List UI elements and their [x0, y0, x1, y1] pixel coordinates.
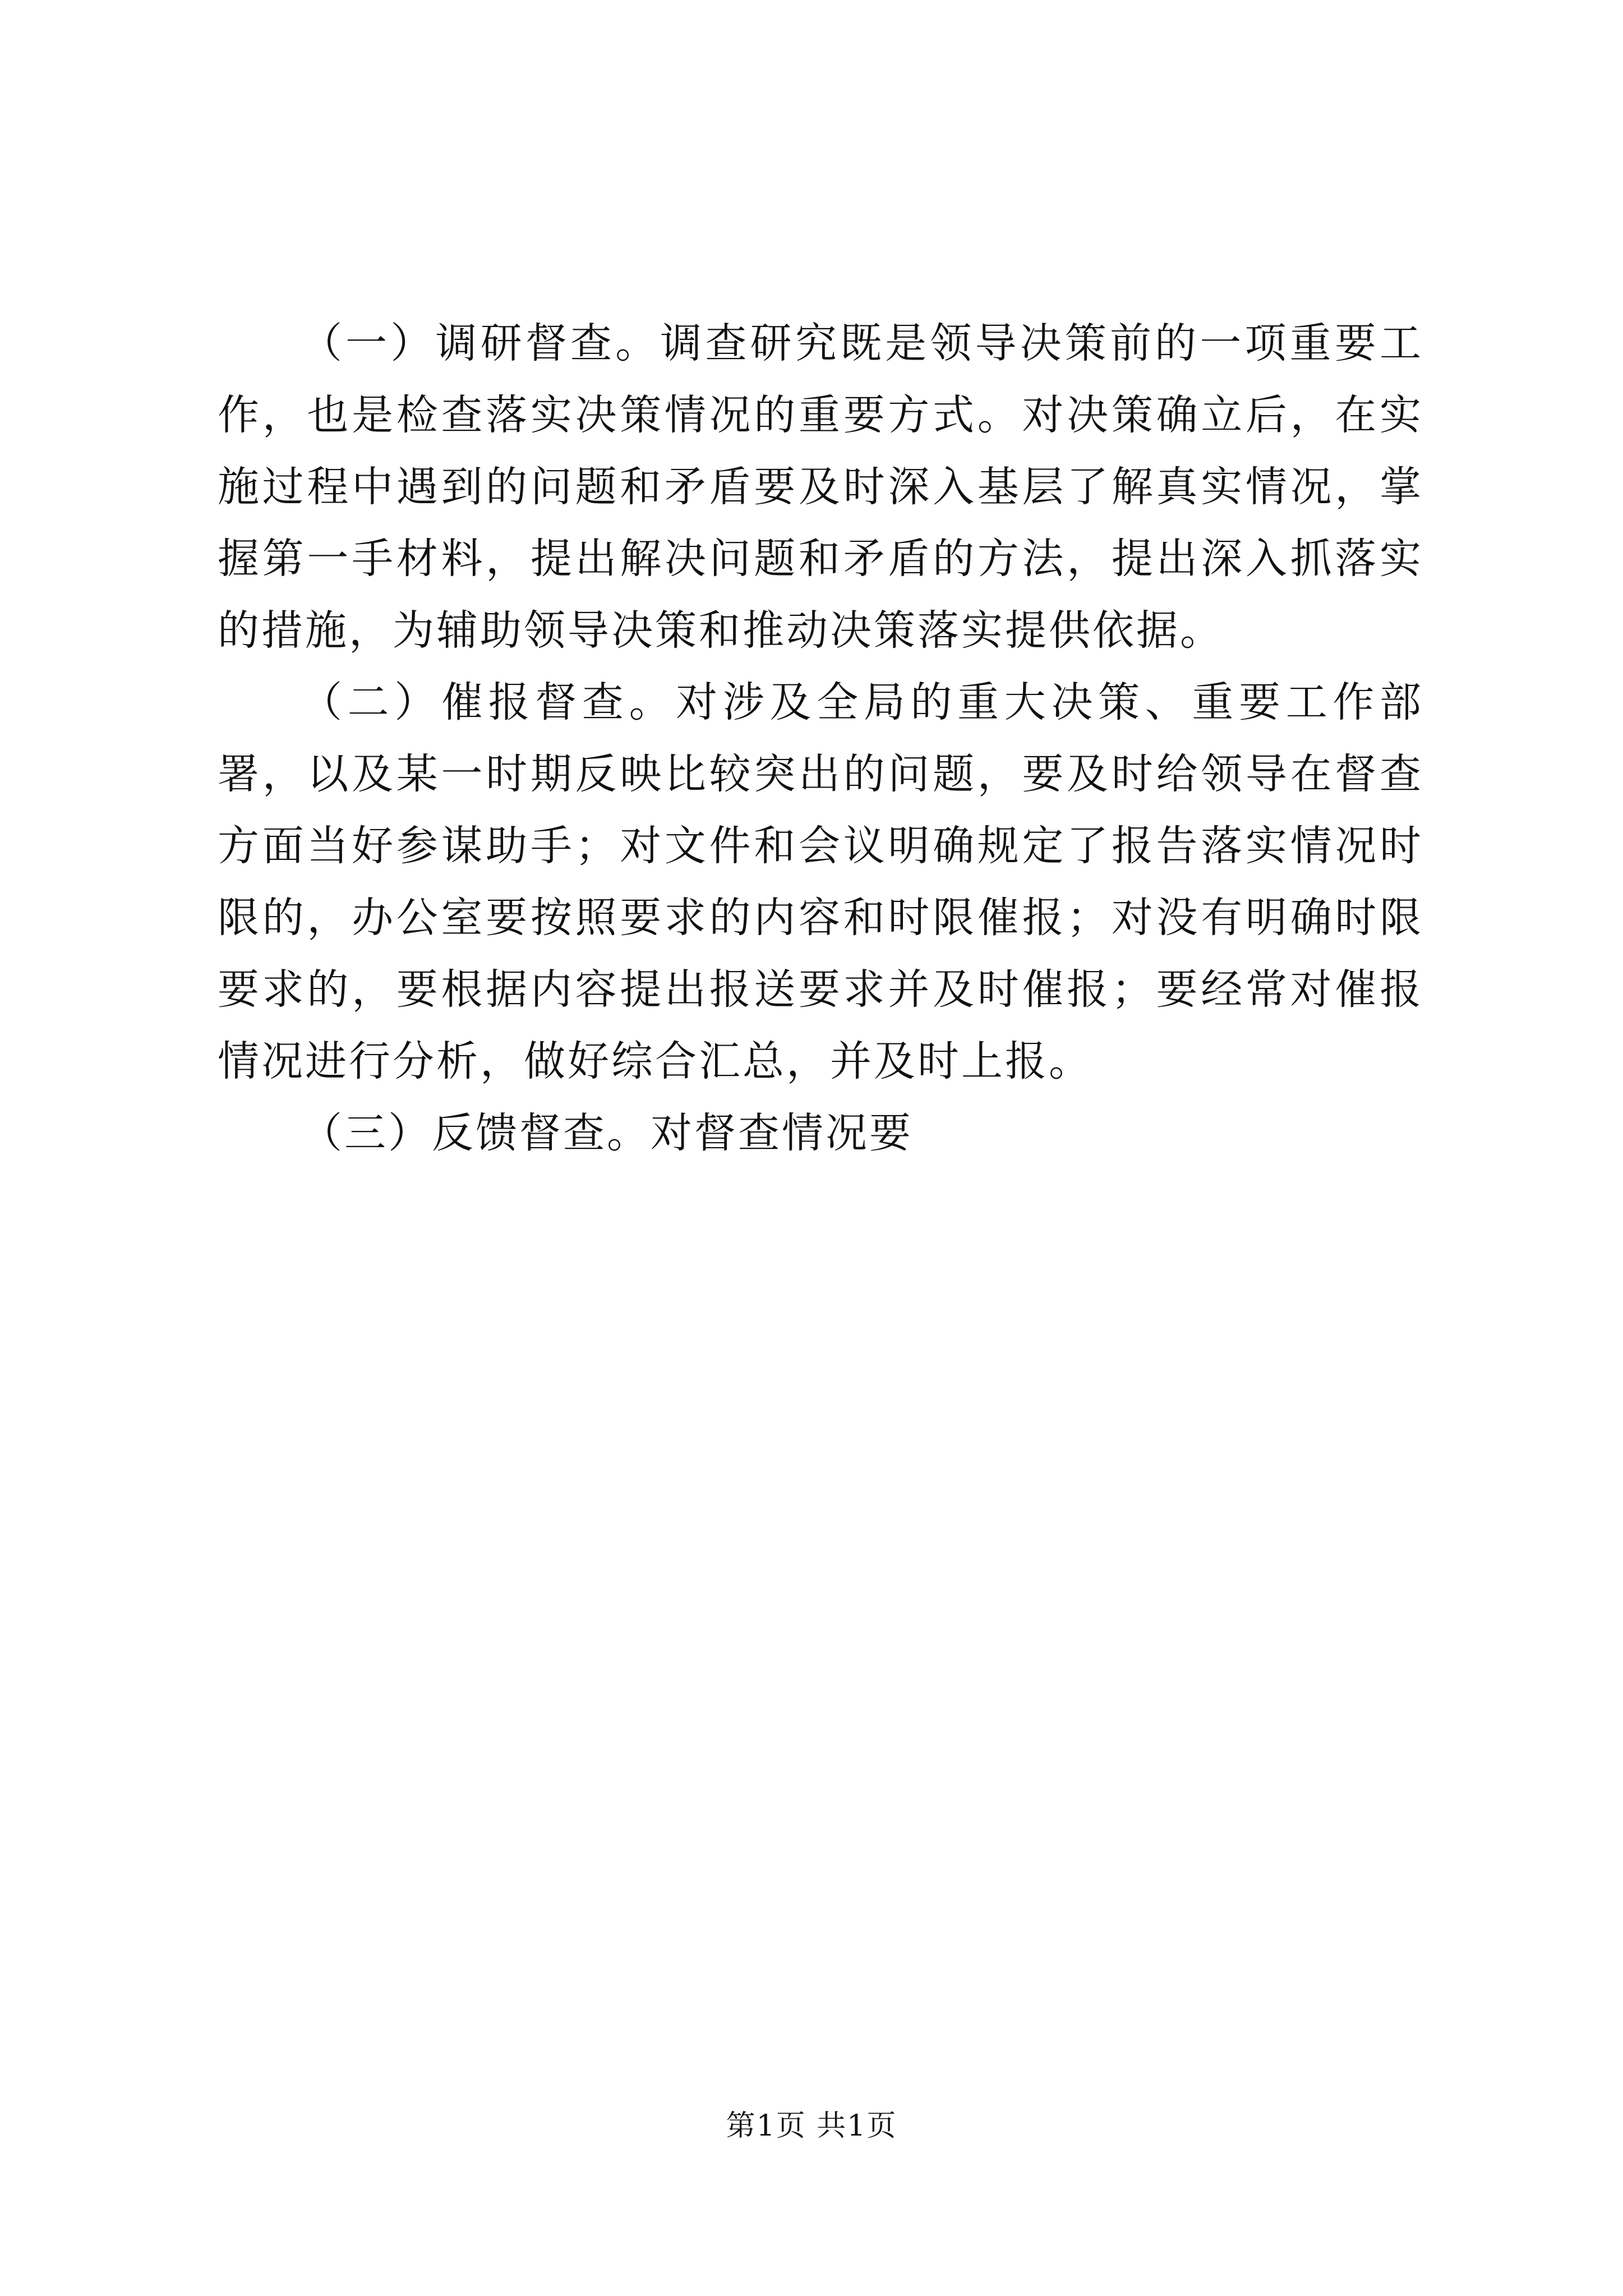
paragraph-research-supervision: （一）调研督查。调查研究既是领导决策前的一项重要工作，也是检查落实决策情况的重要方式。对决策确立后，在实施过程中遇到的问题和矛盾要及时深入基层了解真实情况，掌握第一手材料，提出解决问题和矛盾的方法，提出深入抓落实的措施，为辅助领导决策和推动决策落实提供依据。: [218, 319, 1423, 655]
page-number-footer: 第1页 共1页: [726, 2109, 897, 2143]
paragraph-reporting-supervision: （二）催报督查。对涉及全局的重大决策、重要工作部署，以及某一时期反映比较突出的问题，要及时给领导在督查方面当好参谋助手；对文件和会议明确规定了报告落实情况时限的，办公室要按照要求的内容和时限催报；对没有明确时限要求的，要根据内容提出报送要求并及时催报；要经常对催报情况进行分析，做好综合汇总，并及时上报。: [218, 678, 1423, 1085]
paragraph-feedback-supervision: （三）反馈督查。对督查情况要: [301, 1109, 913, 1157]
document-body: [218, 307, 1423, 1169]
